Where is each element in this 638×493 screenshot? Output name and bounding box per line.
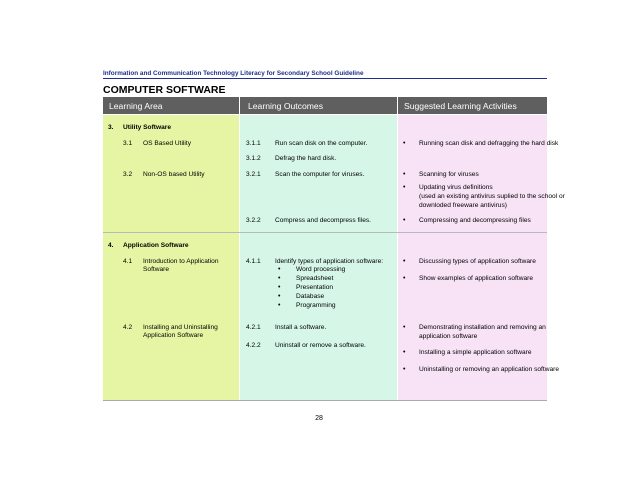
bullet-icon: •: [403, 217, 406, 224]
running-header: Information and Communication Technology Literacy for Secondary School Guideline: [103, 70, 364, 77]
application-type: Word processing: [296, 266, 346, 273]
column-header-label: Learning Area: [109, 100, 163, 111]
bullet-icon: •: [403, 275, 406, 282]
bullet-icon: •: [403, 324, 406, 331]
row-number: 4.1: [123, 258, 133, 265]
outcome-text: Identify types of application software:: [275, 258, 384, 265]
outcome-code: 3.2.1: [246, 171, 261, 178]
application-type: Programming: [296, 302, 336, 309]
bullet-icon: •: [403, 349, 406, 356]
bullet-icon: •: [278, 266, 281, 273]
activity-text: Uninstalling or removing an application software: [419, 366, 560, 373]
learning-area-text: Installing and Uninstalling: [143, 324, 218, 331]
outcome-code: 4.2.1: [246, 324, 261, 331]
outcome-text: Compress and decompress files.: [275, 217, 372, 224]
activity-text: downloded freeware antivirus): [419, 202, 507, 209]
activity-text: Demonstrating installation and removing an: [419, 324, 546, 331]
learning-area-text: OS Based Utility: [143, 140, 192, 147]
activity-text: Show examples of application software: [419, 275, 533, 282]
learning-area-text: Non-OS based Utility: [143, 171, 205, 178]
learning-area-text: Introduction to Application: [143, 258, 219, 265]
outcome-text: Scan the computer for viruses.: [275, 171, 365, 178]
section-heading: Utility Software: [123, 124, 171, 131]
activity-text: Scanning for viruses: [419, 171, 479, 178]
application-type: Spreadsheet: [296, 275, 334, 282]
bullet-icon: •: [278, 302, 281, 309]
outcome-text: Uninstall or remove a software.: [275, 342, 366, 349]
learning-area-text: Application Software: [143, 332, 204, 339]
bullet-icon: •: [403, 140, 406, 147]
activity-text: application software: [419, 333, 478, 340]
activity-text: Updating virus definitions: [419, 184, 493, 191]
bullet-icon: •: [278, 275, 281, 282]
column-header-learning-area: [103, 97, 239, 114]
outcome-text: Run scan disk on the computer.: [275, 140, 368, 147]
row-number: 4.2: [123, 324, 133, 331]
outcome-text: Defrag the hard disk.: [275, 155, 337, 162]
bullet-icon: •: [278, 284, 281, 291]
column-header-activities: [398, 97, 547, 114]
bullet-icon: •: [403, 366, 406, 373]
row-number: 3.2: [123, 171, 133, 178]
activity-text: (used an existing antivirus suplied to the school or: [419, 193, 565, 200]
activity-text: Installing a simple application software: [419, 349, 532, 356]
page-number: 28: [315, 415, 323, 422]
bullet-icon: •: [278, 293, 281, 300]
outcome-code: 4.1.1: [246, 258, 261, 265]
activity-text: Running scan disk and defragging the hard disk: [419, 140, 559, 147]
outcome-code: 3.1.2: [246, 155, 261, 162]
bullet-icon: •: [403, 258, 406, 265]
table-bottom-rule: [103, 400, 547, 401]
outcome-code: 3.2.2: [246, 217, 261, 224]
application-type: Database: [296, 293, 325, 300]
bullet-icon: •: [403, 184, 406, 191]
outcome-code: 3.1.1: [246, 140, 261, 147]
column-header-label: Learning Outcomes: [248, 100, 323, 111]
bullet-icon: •: [403, 171, 406, 178]
outcome-text: Install a software.: [275, 324, 327, 331]
header-rule: [103, 78, 547, 79]
section-divider: [103, 232, 547, 233]
application-type: Presentation: [296, 284, 334, 291]
column-header-learning-outcomes: [240, 97, 397, 114]
learning-area-text: Software: [143, 266, 170, 273]
row-number: 3.1: [123, 140, 133, 147]
section-heading: Application Software: [123, 242, 189, 249]
outcome-code: 4.2.2: [246, 342, 261, 349]
column-header-label: Suggested Learning Activities: [404, 100, 517, 111]
activity-text: Discussing types of application software: [419, 258, 536, 265]
section-number: 4.: [108, 242, 114, 249]
section-number: 3.: [108, 124, 114, 131]
section-title: COMPUTER SOFTWARE: [103, 84, 226, 96]
activity-text: Compressing and decompressing files: [419, 217, 531, 224]
